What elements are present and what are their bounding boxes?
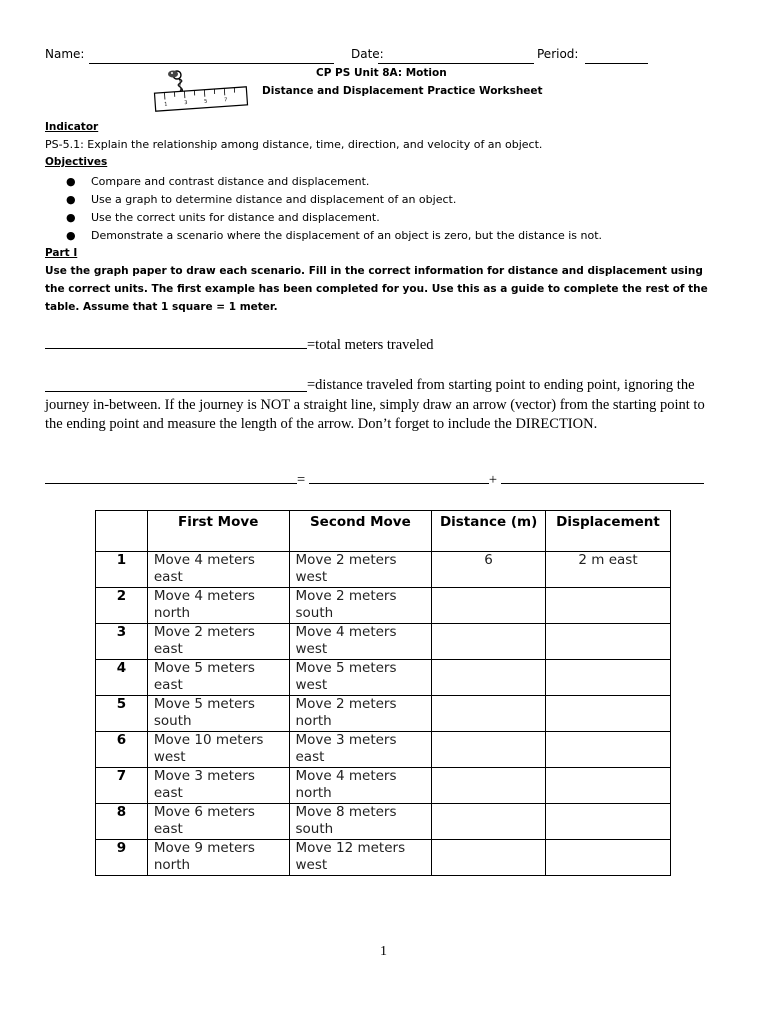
total-distance-blank[interactable] — [45, 347, 307, 349]
period-label: Period: — [537, 47, 579, 61]
displacement-cell[interactable] — [546, 840, 671, 876]
distance-cell[interactable] — [432, 840, 546, 876]
bullet-icon: ● — [66, 229, 76, 242]
part1-heading: Part I — [45, 247, 78, 259]
first-move-cell: Move 9 meters north — [147, 840, 289, 876]
row-number: 7 — [96, 768, 148, 804]
displacement-cell[interactable] — [546, 588, 671, 624]
distance-cell[interactable] — [432, 804, 546, 840]
page-number: 1 — [380, 944, 387, 959]
table-header-row — [96, 511, 671, 552]
first-move-cell: Move 4 meters east — [147, 552, 289, 588]
header-first-move: First Move — [147, 511, 289, 552]
row-number: 1 — [96, 552, 148, 588]
equation-blank-2[interactable] — [309, 482, 489, 484]
table-row — [96, 552, 671, 588]
name-field[interactable] — [89, 50, 334, 64]
distance-cell[interactable] — [432, 624, 546, 660]
displacement-cell[interactable] — [546, 624, 671, 660]
second-move-cell: Move 4 meters north — [289, 768, 432, 804]
list-item: ● Use the correct units for distance and displacement. — [66, 211, 380, 224]
list-item: ● Demonstrate a scenario where the displacement of an object is zero, but the distance is not. — [66, 229, 603, 242]
bullet-icon: ● — [66, 193, 76, 206]
first-move-cell: Move 6 meters east — [147, 804, 289, 840]
list-item: ● Compare and contrast distance and displacement. — [66, 175, 370, 188]
distance-cell[interactable] — [432, 660, 546, 696]
indicator-heading: Indicator — [45, 121, 99, 133]
objectives-heading: Objectives — [45, 156, 108, 168]
table-row — [96, 660, 671, 696]
date-label: Date: — [351, 47, 384, 61]
header-number — [96, 511, 148, 552]
header-distance: Distance (m) — [432, 511, 546, 552]
svg-text:5: 5 — [203, 98, 208, 105]
equation-line: = + — [45, 472, 704, 489]
table-row — [96, 588, 671, 624]
second-move-cell: Move 2 meters north — [289, 696, 432, 732]
table-row — [96, 840, 671, 876]
distance-cell[interactable] — [432, 732, 546, 768]
distance-cell[interactable] — [432, 588, 546, 624]
header-second-move: Second Move — [289, 511, 432, 552]
first-move-cell: Move 3 meters east — [147, 768, 289, 804]
bullet-icon: ● — [66, 211, 76, 224]
row-number: 6 — [96, 732, 148, 768]
second-move-cell: Move 3 meters east — [289, 732, 432, 768]
second-move-cell: Move 2 meters west — [289, 552, 432, 588]
svg-text:1: 1 — [164, 101, 168, 108]
displacement-definition: =distance traveled from starting point to ending point, ignoring the journey in-between. If the journey is NOT a straight line, simply draw an arrow (vector) from the starting point to the ending point and measure the length of the arrow. Don’t forget to include the DIRECTION. — [45, 377, 705, 432]
part1-instructions: Use the graph paper to draw each scenario. Fill in the correct information for distance and displacement using the correct units. The first example has been completed for you. Use this as a guide to complete the rest of the table. Assume that 1 square = 1 meter. — [45, 265, 708, 313]
row-number: 8 — [96, 804, 148, 840]
displacement-cell[interactable]: 2 m east — [546, 552, 671, 588]
header-displacement: Displacement — [546, 511, 671, 552]
second-move-cell: Move 8 meters south — [289, 804, 432, 840]
svg-text:7: 7 — [223, 97, 228, 104]
bullet-icon: ● — [66, 175, 76, 188]
title-line-1: CP PS Unit 8A: Motion — [316, 67, 447, 79]
displacement-cell[interactable] — [546, 804, 671, 840]
table-row — [96, 624, 671, 660]
row-number: 2 — [96, 588, 148, 624]
equation-blank-3[interactable] — [501, 482, 704, 484]
displacement-cell[interactable] — [546, 732, 671, 768]
first-move-cell: Move 5 meters south — [147, 696, 289, 732]
second-move-cell: Move 4 meters west — [289, 624, 432, 660]
row-number: 9 — [96, 840, 148, 876]
date-field[interactable] — [378, 50, 534, 64]
row-number: 3 — [96, 624, 148, 660]
second-move-cell: Move 5 meters west — [289, 660, 432, 696]
row-number: 5 — [96, 696, 148, 732]
displacement-blank[interactable] — [45, 390, 307, 392]
first-move-cell: Move 2 meters east — [147, 624, 289, 660]
displacement-cell[interactable] — [546, 660, 671, 696]
distance-cell[interactable]: 6 — [432, 552, 546, 588]
svg-text:3: 3 — [184, 99, 188, 107]
table-row — [96, 732, 671, 768]
name-label: Name: — [45, 47, 85, 61]
objectives-list — [66, 174, 602, 246]
equation-blank-1[interactable] — [45, 482, 297, 484]
indicator-text: PS-5.1: Explain the relationship among distance, time, direction, and velocity of an object. — [45, 138, 543, 151]
period-field[interactable] — [585, 50, 648, 64]
displacement-cell[interactable] — [546, 768, 671, 804]
second-move-cell: Move 2 meters south — [289, 588, 432, 624]
table-row — [96, 768, 671, 804]
first-move-cell: Move 10 meters west — [147, 732, 289, 768]
first-move-cell: Move 5 meters east — [147, 660, 289, 696]
ruler-with-worm-icon — [153, 66, 249, 114]
row-number: 4 — [96, 660, 148, 696]
distance-cell[interactable] — [432, 768, 546, 804]
displacement-cell[interactable] — [546, 696, 671, 732]
list-item: ● Use a graph to determine distance and displacement of an object. — [66, 193, 457, 206]
distance-cell[interactable] — [432, 696, 546, 732]
title-line-2: Distance and Displacement Practice Worksheet — [262, 85, 543, 97]
table-row — [96, 696, 671, 732]
motion-table — [95, 510, 671, 876]
table-row — [96, 804, 671, 840]
total-distance-line: =total meters traveled — [45, 337, 434, 354]
first-move-cell: Move 4 meters north — [147, 588, 289, 624]
second-move-cell: Move 12 meters west — [289, 840, 432, 876]
